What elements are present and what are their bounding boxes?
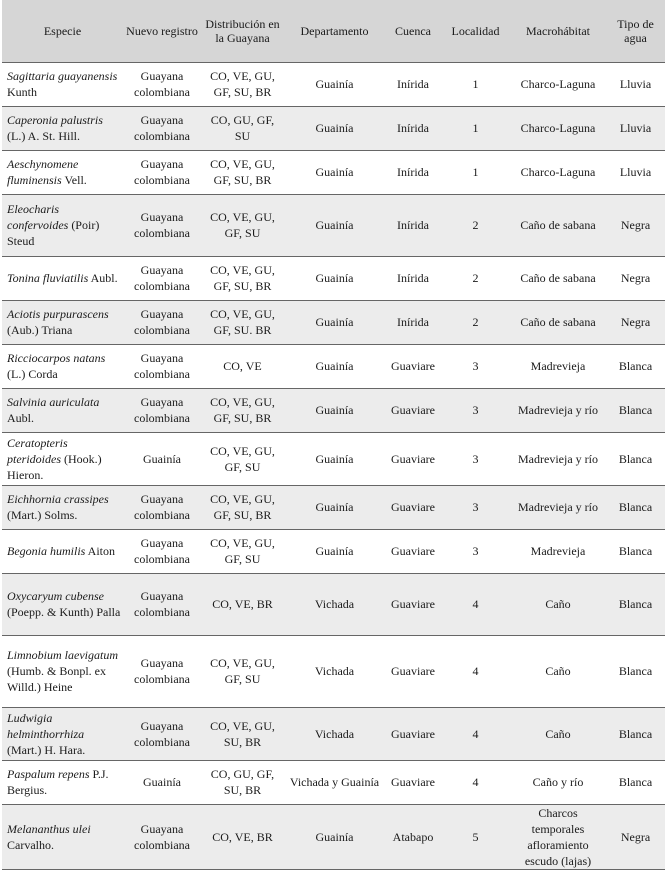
cell-tipo-agua: Blanca bbox=[606, 529, 665, 573]
table-row bbox=[2, 529, 665, 573]
cell-localidad: 4 bbox=[441, 635, 510, 707]
table-row bbox=[2, 388, 665, 432]
cell-departamento: Vichada bbox=[284, 707, 385, 760]
cell-departamento: Guainía bbox=[284, 300, 385, 344]
cell-distribucion: CO, VE, GU, GF, SU, BR bbox=[201, 62, 284, 106]
table-row bbox=[2, 760, 665, 804]
cell-departamento: Guainía bbox=[284, 485, 385, 529]
cell-nuevo-registro: Guayana colombiana bbox=[123, 573, 201, 635]
cell-macrohabitat: Charco-Laguna bbox=[510, 106, 606, 150]
cell-macrohabitat: Madrevieja bbox=[510, 529, 606, 573]
table-header-row bbox=[2, 0, 665, 62]
cell-nuevo-registro: Guayana colombiana bbox=[123, 344, 201, 388]
species-name: Melananthus ulei bbox=[7, 821, 91, 836]
header-localidad: Localidad bbox=[441, 0, 510, 62]
cell-distribucion: CO, GU, GF, SU, BR bbox=[201, 760, 284, 804]
species-name: Begonia humilis bbox=[7, 544, 86, 558]
cell-departamento: Guainía bbox=[284, 150, 385, 194]
cell-cuenca: Inírida bbox=[385, 106, 441, 150]
table-row bbox=[2, 485, 665, 529]
cell-nuevo-registro: Guayana colombiana bbox=[123, 804, 201, 869]
cell-cuenca: Guaviare bbox=[385, 573, 441, 635]
cell-especie bbox=[2, 760, 123, 804]
cell-departamento: Guainía bbox=[284, 432, 385, 485]
cell-localidad: 2 bbox=[441, 256, 510, 300]
cell-cuenca: Inírida bbox=[385, 150, 441, 194]
cell-departamento: Guainía bbox=[284, 194, 385, 256]
species-name: Tonina fluviatilis bbox=[7, 271, 89, 285]
cell-localidad: 3 bbox=[441, 432, 510, 485]
cell-cuenca: Guaviare bbox=[385, 707, 441, 760]
cell-nuevo-registro: Guayana colombiana bbox=[123, 300, 201, 344]
species-author: (Poir) Steud bbox=[7, 218, 100, 248]
cell-cuenca: Guaviare bbox=[385, 635, 441, 707]
species-name: Eleocharis confervoides bbox=[7, 202, 69, 232]
species-name: Aciotis purpurascens bbox=[7, 307, 109, 321]
cell-macrohabitat: Madrevieja y río bbox=[510, 485, 606, 529]
species-name: Caperonia palustris bbox=[7, 113, 103, 127]
cell-especie bbox=[2, 485, 123, 529]
species-name: Oxycaryum cubense bbox=[7, 589, 104, 603]
species-author: (Mart.) Solms. bbox=[7, 508, 78, 522]
table-row bbox=[2, 106, 665, 150]
cell-distribucion: CO, VE bbox=[201, 344, 284, 388]
table-row bbox=[2, 256, 665, 300]
species-author: (L.) A. St. Hill. bbox=[7, 129, 81, 143]
cell-departamento: Guainía bbox=[284, 344, 385, 388]
cell-macrohabitat: Caño de sabana bbox=[510, 256, 606, 300]
species-author: P.J. Bergius. bbox=[7, 767, 109, 797]
cell-nuevo-registro: Guayana colombiana bbox=[123, 194, 201, 256]
cell-cuenca: Guaviare bbox=[385, 529, 441, 573]
cell-nuevo-registro: Guayana colombiana bbox=[123, 707, 201, 760]
cell-distribucion: CO, VE, BR bbox=[201, 804, 284, 869]
cell-cuenca: Inírida bbox=[385, 62, 441, 106]
cell-nuevo-registro: Guayana colombiana bbox=[123, 150, 201, 194]
cell-especie bbox=[2, 635, 123, 707]
species-author: (Mart.) H. Hara. bbox=[7, 742, 86, 757]
cell-distribucion: CO, VE, GU, GF, SU, BR bbox=[201, 388, 284, 432]
cell-macrohabitat: Madrevieja y río bbox=[510, 432, 606, 485]
cell-nuevo-registro: Guayana colombiana bbox=[123, 256, 201, 300]
header-especie: Especie bbox=[2, 0, 123, 62]
species-name: Sagittaria guayanensis bbox=[7, 69, 118, 83]
species-table bbox=[2, 0, 665, 870]
species-name: Limnobium laevigatum bbox=[7, 648, 118, 662]
species-name: Ludwigia helminthorrhiza bbox=[7, 710, 85, 741]
cell-nuevo-registro: Guayana colombiana bbox=[123, 529, 201, 573]
species-author: Vell. bbox=[64, 173, 87, 187]
cell-tipo-agua: Blanca bbox=[606, 344, 665, 388]
cell-cuenca: Inírida bbox=[385, 194, 441, 256]
cell-localidad: 1 bbox=[441, 106, 510, 150]
species-author: Aubl. bbox=[90, 271, 118, 285]
cell-tipo-agua: Blanca bbox=[606, 388, 665, 432]
cell-distribucion: CO, VE, GU, GF, SU bbox=[201, 194, 284, 256]
cell-especie bbox=[2, 804, 123, 869]
cell-nuevo-registro: Guayana colombiana bbox=[123, 106, 201, 150]
species-name: Ricciocarpos natans bbox=[7, 351, 106, 365]
table-row bbox=[2, 804, 665, 869]
cell-cuenca: Atabapo bbox=[385, 804, 441, 869]
cell-tipo-agua: Blanca bbox=[606, 573, 665, 635]
cell-cuenca: Guaviare bbox=[385, 388, 441, 432]
cell-localidad: 2 bbox=[441, 300, 510, 344]
header-cuenca: Cuenca bbox=[385, 0, 441, 62]
species-name: Ceratopteris pteridoides bbox=[7, 435, 68, 466]
header-tipo-agua: Tipo de agua bbox=[606, 0, 665, 62]
table-row bbox=[2, 707, 665, 760]
cell-localidad: 5 bbox=[441, 804, 510, 869]
cell-macrohabitat: Charcos temporales afloramiento escudo (lajas) bbox=[510, 804, 606, 869]
cell-tipo-agua: Blanca bbox=[606, 760, 665, 804]
header-macrohabitat: Macrohábitat bbox=[510, 0, 606, 62]
cell-especie bbox=[2, 432, 123, 485]
cell-especie bbox=[2, 388, 123, 432]
cell-especie bbox=[2, 106, 123, 150]
species-name: Eichhornia crassipes bbox=[7, 492, 109, 506]
header-nuevo-registro: Nuevo registro bbox=[123, 0, 201, 62]
cell-nuevo-registro: Guainía bbox=[123, 432, 201, 485]
cell-nuevo-registro: Guainía bbox=[123, 760, 201, 804]
table-row bbox=[2, 432, 665, 485]
cell-macrohabitat: Charco-Laguna bbox=[510, 150, 606, 194]
cell-distribucion: CO, VE, GU, GF, SU bbox=[201, 432, 284, 485]
cell-localidad: 2 bbox=[441, 194, 510, 256]
cell-macrohabitat: Caño bbox=[510, 707, 606, 760]
table-row bbox=[2, 300, 665, 344]
table-row bbox=[2, 150, 665, 194]
cell-cuenca: Inírida bbox=[385, 300, 441, 344]
cell-tipo-agua: Negra bbox=[606, 256, 665, 300]
species-author: (L.) Corda bbox=[7, 367, 58, 381]
cell-localidad: 3 bbox=[441, 485, 510, 529]
species-author: (Humb. & Bonpl. ex Willd.) Heine bbox=[7, 664, 106, 694]
cell-macrohabitat: Madrevieja y río bbox=[510, 388, 606, 432]
header-departamento: Departamento bbox=[284, 0, 385, 62]
cell-departamento: Guainía bbox=[284, 256, 385, 300]
cell-localidad: 4 bbox=[441, 707, 510, 760]
cell-departamento: Vichada bbox=[284, 573, 385, 635]
table-row bbox=[2, 573, 665, 635]
cell-macrohabitat: Caño y río bbox=[510, 760, 606, 804]
cell-localidad: 4 bbox=[441, 760, 510, 804]
cell-tipo-agua: Negra bbox=[606, 300, 665, 344]
cell-localidad: 3 bbox=[441, 388, 510, 432]
cell-especie bbox=[2, 300, 123, 344]
cell-especie bbox=[2, 62, 123, 106]
species-author: Carvalho. bbox=[7, 837, 54, 852]
cell-nuevo-registro: Guayana colombiana bbox=[123, 388, 201, 432]
cell-nuevo-registro: Guayana colombiana bbox=[123, 635, 201, 707]
cell-macrohabitat: Caño de sabana bbox=[510, 300, 606, 344]
cell-tipo-agua: Blanca bbox=[606, 635, 665, 707]
cell-distribucion: CO, VE, GU, GF, SU, BR bbox=[201, 150, 284, 194]
cell-departamento: Vichada y Guainía bbox=[284, 760, 385, 804]
table-row bbox=[2, 344, 665, 388]
cell-localidad: 3 bbox=[441, 529, 510, 573]
cell-cuenca: Guaviare bbox=[385, 344, 441, 388]
table-row bbox=[2, 194, 665, 256]
cell-macrohabitat: Caño bbox=[510, 573, 606, 635]
cell-localidad: 1 bbox=[441, 150, 510, 194]
cell-tipo-agua: Blanca bbox=[606, 432, 665, 485]
cell-macrohabitat: Caño de sabana bbox=[510, 194, 606, 256]
cell-tipo-agua: Negra bbox=[606, 194, 665, 256]
species-author: Kunth bbox=[7, 85, 37, 99]
cell-macrohabitat: Caño bbox=[510, 635, 606, 707]
species-name: Aeschynomene fluminensis bbox=[7, 157, 79, 187]
cell-especie bbox=[2, 707, 123, 760]
cell-cuenca: Guaviare bbox=[385, 485, 441, 529]
cell-tipo-agua: Lluvia bbox=[606, 62, 665, 106]
cell-especie bbox=[2, 573, 123, 635]
species-table-container bbox=[2, 0, 665, 870]
cell-tipo-agua: Blanca bbox=[606, 485, 665, 529]
cell-cuenca: Guaviare bbox=[385, 760, 441, 804]
cell-distribucion: CO, VE, GU, GF, SU bbox=[201, 635, 284, 707]
cell-distribucion: CO, VE, BR bbox=[201, 573, 284, 635]
cell-cuenca: Guaviare bbox=[385, 432, 441, 485]
cell-especie bbox=[2, 194, 123, 256]
cell-cuenca: Inírida bbox=[385, 256, 441, 300]
cell-distribucion: CO, VE, GU, GF, SU. BR bbox=[201, 300, 284, 344]
species-author: Aiton bbox=[87, 544, 116, 558]
cell-tipo-agua: Lluvia bbox=[606, 150, 665, 194]
species-name: Salvinia auriculata bbox=[7, 395, 100, 409]
cell-macrohabitat: Charco-Laguna bbox=[510, 62, 606, 106]
table-row bbox=[2, 62, 665, 106]
cell-departamento: Guainía bbox=[284, 388, 385, 432]
cell-tipo-agua: Blanca bbox=[606, 707, 665, 760]
cell-localidad: 1 bbox=[441, 62, 510, 106]
cell-departamento: Guainía bbox=[284, 62, 385, 106]
cell-departamento: Guainía bbox=[284, 804, 385, 869]
cell-macrohabitat: Madrevieja bbox=[510, 344, 606, 388]
species-author: (Aub.) Triana bbox=[7, 323, 73, 337]
cell-localidad: 3 bbox=[441, 344, 510, 388]
cell-especie bbox=[2, 529, 123, 573]
cell-distribucion: CO, VE, GU, GF, SU, BR bbox=[201, 485, 284, 529]
cell-especie bbox=[2, 150, 123, 194]
cell-distribucion: CO, GU, GF, SU bbox=[201, 106, 284, 150]
cell-nuevo-registro: Guayana colombiana bbox=[123, 62, 201, 106]
cell-distribucion: CO, VE, GU, GF, SU, BR bbox=[201, 256, 284, 300]
table-row bbox=[2, 635, 665, 707]
cell-tipo-agua: Lluvia bbox=[606, 106, 665, 150]
species-name: Paspalum repens bbox=[7, 767, 90, 781]
species-author: (Hook.) Hieron. bbox=[7, 451, 102, 482]
cell-distribucion: CO, VE, GU, GF, SU bbox=[201, 529, 284, 573]
cell-especie bbox=[2, 256, 123, 300]
cell-tipo-agua: Negra bbox=[606, 804, 665, 869]
header-distribucion: Distribución en la Guayana bbox=[201, 0, 284, 62]
species-author: Aubl. bbox=[7, 411, 34, 425]
cell-localidad: 4 bbox=[441, 573, 510, 635]
cell-distribucion: CO, VE, GU, SU, BR bbox=[201, 707, 284, 760]
cell-departamento: Guainía bbox=[284, 529, 385, 573]
cell-especie bbox=[2, 344, 123, 388]
cell-departamento: Guainía bbox=[284, 106, 385, 150]
species-author: (Poepp. & Kunth) Palla bbox=[7, 605, 121, 619]
cell-departamento: Vichada bbox=[284, 635, 385, 707]
cell-nuevo-registro: Guayana colombiana bbox=[123, 485, 201, 529]
